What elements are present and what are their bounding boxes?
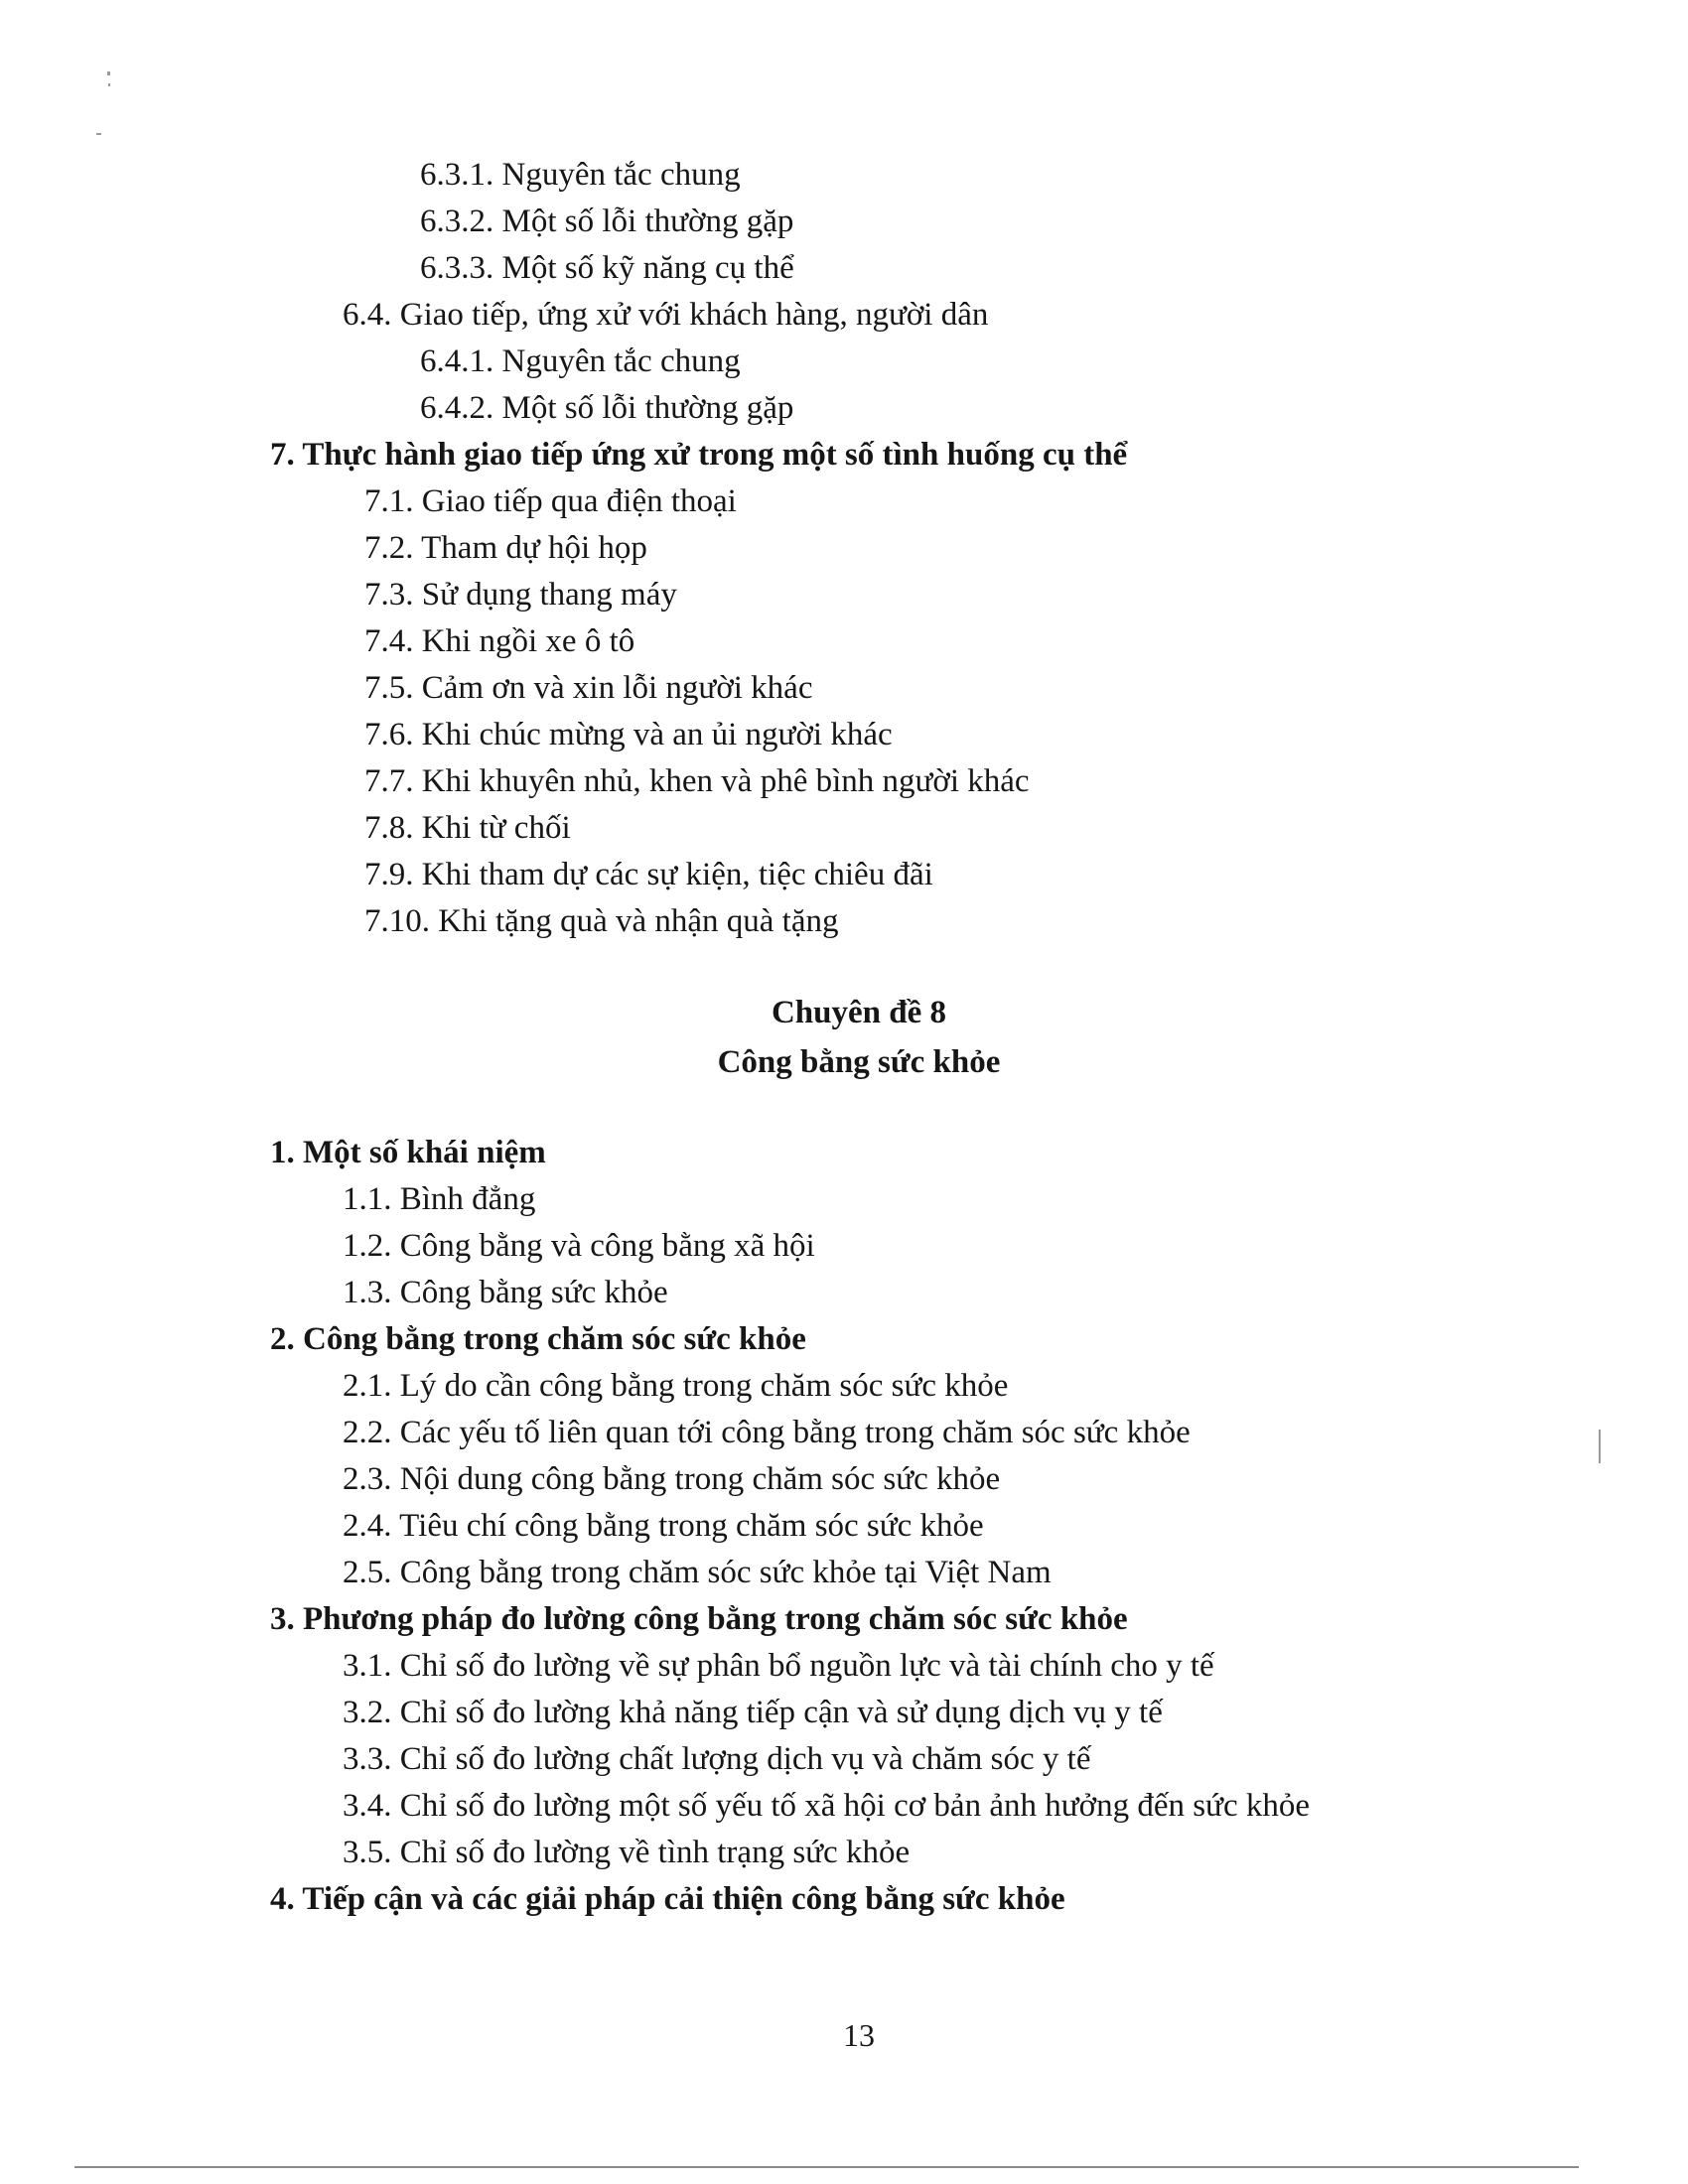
toc-entry: 7.10. Khi tặng quà và nhận quà tặng bbox=[364, 903, 839, 939]
scan-speck bbox=[108, 83, 110, 86]
toc-section-heading: 3. Phương pháp đo lường công bằng trong chăm sóc sức khỏe bbox=[270, 1601, 1128, 1637]
toc-section-heading: 1. Một số khái niệm bbox=[270, 1135, 546, 1170]
chapter-title: Công bằng sức khỏe bbox=[717, 1044, 1001, 1080]
toc-entry: 6.3.2. Một số lỗi thường gặp bbox=[420, 204, 794, 239]
toc-entry: 1.2. Công bằng và công bằng xã hội bbox=[343, 1228, 815, 1264]
toc-entry: 3.2. Chỉ số đo lường khả năng tiếp cận và sử dụng dịch vụ y tế bbox=[343, 1695, 1163, 1730]
toc-entry: 7.2. Tham dự hội họp bbox=[364, 530, 647, 566]
toc-entry: 7.3. Sử dụng thang máy bbox=[364, 577, 677, 613]
toc-section-heading: 2. Công bằng trong chăm sóc sức khỏe bbox=[270, 1321, 806, 1357]
toc-entry: 6.4. Giao tiếp, ứng xử với khách hàng, người dân bbox=[343, 297, 989, 333]
scan-speck bbox=[1599, 1430, 1601, 1463]
toc-entry: 6.4.2. Một số lỗi thường gặp bbox=[420, 390, 794, 426]
toc-entry: 7.5. Cảm ơn và xin lỗi người khác bbox=[364, 670, 813, 706]
toc-section-heading: 4. Tiếp cận và các giải pháp cải thiện công bằng sức khỏe bbox=[270, 1881, 1065, 1917]
toc-entry: 7.9. Khi tham dự các sự kiện, tiệc chiêu đãi bbox=[364, 857, 933, 892]
toc-entry: 7.7. Khi khuyên nhủ, khen và phê bình người khác bbox=[364, 763, 1030, 799]
toc-entry: 2.5. Công bằng trong chăm sóc sức khỏe tại Việt Nam bbox=[343, 1555, 1052, 1590]
toc-entry: 7.1. Giao tiếp qua điện thoại bbox=[364, 483, 737, 519]
toc-section-heading: 7. Thực hành giao tiếp ứng xử trong một số tình huống cụ thể bbox=[270, 437, 1128, 473]
toc-entry: 6.3.3. Một số kỹ năng cụ thể bbox=[420, 250, 794, 286]
chapter-label: Chuyên đề 8 bbox=[771, 995, 947, 1030]
toc-entry: 2.3. Nội dung công bằng trong chăm sóc sức khỏe bbox=[343, 1461, 1001, 1497]
toc-entry: 7.8. Khi từ chối bbox=[364, 810, 571, 846]
toc-entry: 2.2. Các yếu tố liên quan tới công bằng trong chăm sóc sức khỏe bbox=[343, 1415, 1191, 1450]
scan-speck bbox=[96, 133, 101, 135]
toc-entry: 3.3. Chỉ số đo lường chất lượng dịch vụ và chăm sóc y tế bbox=[343, 1741, 1091, 1777]
toc-entry: 2.1. Lý do cần công bằng trong chăm sóc sức khỏe bbox=[343, 1368, 1009, 1404]
toc-entry: 3.1. Chỉ số đo lường về sự phân bổ nguồn lực và tài chính cho y tế bbox=[343, 1648, 1214, 1684]
toc-entry: 6.3.1. Nguyên tắc chung bbox=[420, 157, 741, 193]
toc-entry: 3.4. Chỉ số đo lường một số yếu tố xã hội cơ bản ảnh hưởng đến sức khỏe bbox=[343, 1788, 1310, 1824]
toc-entry: 6.4.1. Nguyên tắc chung bbox=[420, 343, 741, 379]
page-number: 13 bbox=[843, 2017, 875, 2053]
scan-speck bbox=[107, 71, 110, 75]
toc-entry: 1.3. Công bằng sức khỏe bbox=[343, 1275, 668, 1310]
bottom-rule bbox=[74, 2166, 1579, 2168]
toc-entry: 3.5. Chỉ số đo lường về tình trạng sức khỏe bbox=[343, 1835, 911, 1870]
toc-entry: 2.4. Tiêu chí công bằng trong chăm sóc sức khỏe bbox=[343, 1508, 984, 1544]
toc-entry: 1.1. Bình đẳng bbox=[343, 1181, 536, 1217]
toc-entry: 7.6. Khi chúc mừng và an ủi người khác bbox=[364, 717, 893, 752]
toc-entry: 7.4. Khi ngồi xe ô tô bbox=[364, 623, 635, 659]
